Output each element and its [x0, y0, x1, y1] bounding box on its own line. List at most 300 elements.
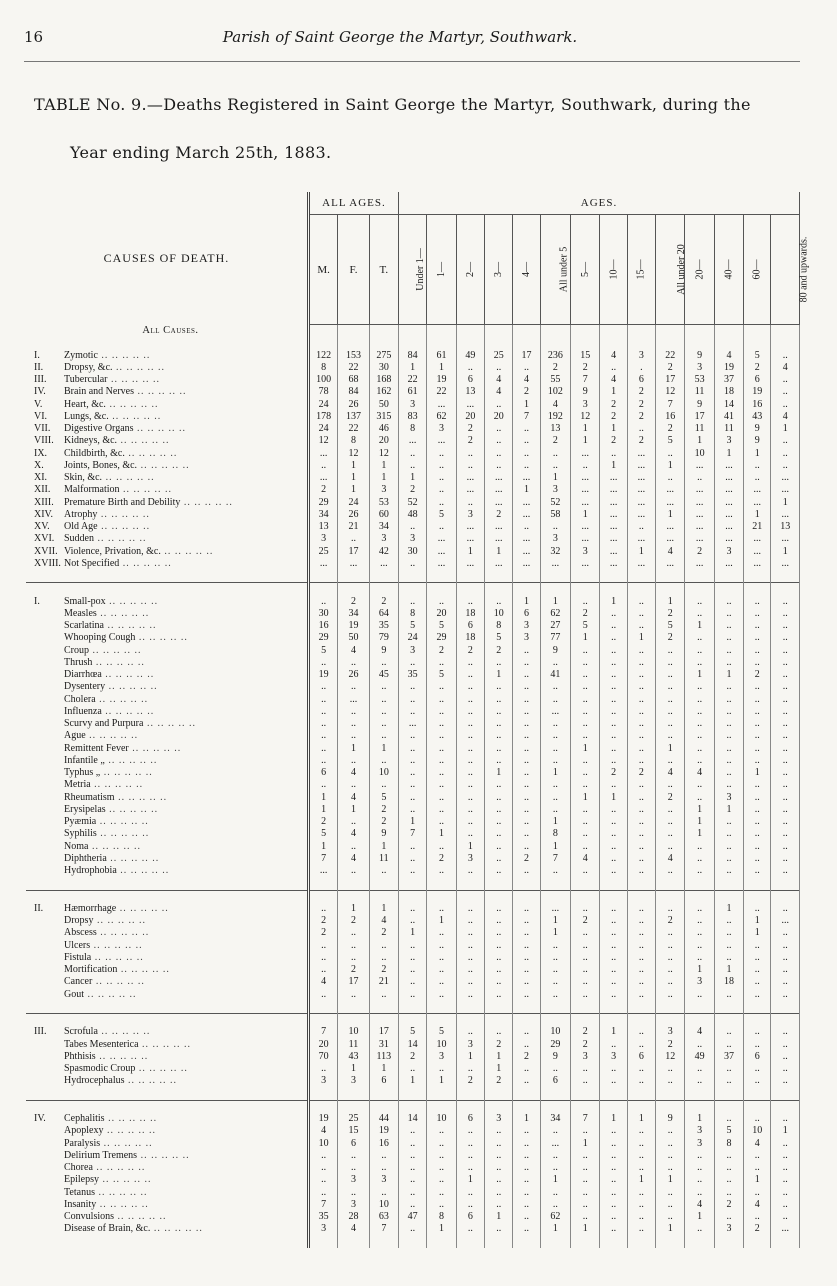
leader-dots: .. .. .. .. ..: [93, 915, 146, 927]
value-cell: ..: [399, 940, 427, 952]
value-cell: ..: [485, 730, 513, 742]
value-cell: ..: [513, 718, 540, 730]
value-cell: ..: [427, 1199, 456, 1211]
spacer-cell: [744, 325, 771, 338]
value-cell: ...: [427, 558, 456, 570]
value-cell: 18: [456, 632, 484, 644]
value-cell: ..: [540, 1162, 570, 1174]
spacer-cell: [456, 325, 484, 338]
value-cell: 61: [399, 386, 427, 398]
spacer-cell: [427, 570, 456, 583]
value-cell: ..: [399, 730, 427, 742]
cause-cell: [26, 374, 308, 386]
value-cell: 100: [308, 374, 337, 386]
table-row: [26, 964, 800, 976]
value-cell: ...: [308, 448, 337, 460]
spacer-cell: [399, 1100, 427, 1113]
spacer-cell: [513, 570, 540, 583]
cause-label: Influenza: [64, 705, 102, 717]
value-cell: ..: [714, 608, 743, 620]
value-cell: ...: [744, 484, 771, 496]
value-cell: ..: [427, 865, 456, 877]
value-cell: ..: [744, 952, 771, 964]
leader-dots: .. .. .. .. ..: [96, 816, 149, 828]
value-cell: 2: [600, 399, 627, 411]
spacer-cell: [600, 1014, 627, 1027]
value-cell: 2: [600, 411, 627, 423]
value-cell: ..: [308, 1174, 337, 1186]
ages-header: AGES.: [399, 192, 800, 215]
leader-dots: .. .. .. .. ..: [92, 976, 145, 988]
value-cell: 9: [369, 645, 398, 657]
value-cell: ..: [771, 767, 800, 779]
value-cell: 3: [714, 1223, 743, 1235]
value-cell: ..: [771, 1075, 800, 1087]
cause-number: VIII.: [34, 435, 54, 447]
value-cell: ...: [685, 509, 714, 521]
cause-label: Paralysis: [64, 1137, 101, 1149]
value-cell: ..: [571, 460, 600, 472]
cause-label: Apoplexy: [64, 1125, 104, 1137]
value-cell: ..: [714, 1063, 743, 1075]
value-cell: 79: [369, 632, 398, 644]
value-cell: ..: [771, 927, 800, 939]
value-cell: ..: [714, 657, 743, 669]
value-cell: 12: [656, 1051, 685, 1063]
leader-dots: .. .. .. .. ..: [150, 1223, 203, 1235]
value-cell: ..: [600, 1211, 627, 1223]
spacer-cell: [627, 890, 655, 903]
value-cell: 4: [685, 1199, 714, 1211]
value-cell: 1: [685, 804, 714, 816]
value-cell: 1: [771, 1125, 800, 1137]
spacer-cell: [456, 1001, 484, 1014]
cause-label: Infantile „: [64, 754, 105, 766]
value-cell: 3: [685, 976, 714, 988]
spacer-cell: [369, 877, 398, 890]
value-cell: 5: [308, 828, 337, 840]
value-cell: 2: [656, 423, 685, 435]
value-cell: ..: [685, 865, 714, 877]
value-cell: ..: [513, 645, 540, 657]
spacer-cell: [540, 877, 570, 890]
value-cell: ...: [744, 497, 771, 509]
value-cell: 3: [714, 792, 743, 804]
value-cell: ..: [540, 460, 570, 472]
value-cell: ..: [571, 1150, 600, 1162]
value-cell: ..: [308, 730, 337, 742]
value-cell: ...: [744, 546, 771, 558]
table-row: [26, 1051, 800, 1063]
col-header-age: 10—: [600, 215, 627, 325]
value-cell: ..: [571, 952, 600, 964]
value-cell: 4: [771, 362, 800, 374]
value-cell: 37: [714, 374, 743, 386]
value-cell: ..: [456, 952, 484, 964]
spacer-cell: [369, 890, 398, 903]
value-cell: ..: [714, 1113, 743, 1125]
cause-label: Insanity: [64, 1198, 97, 1210]
leader-dots: .. .. .. .. ..: [96, 927, 150, 939]
value-cell: 53: [369, 497, 398, 509]
cause-cell: [26, 743, 308, 755]
value-cell: 68: [338, 374, 369, 386]
table-body: [26, 325, 800, 1248]
value-cell: ..: [308, 1150, 337, 1162]
value-cell: ..: [771, 694, 800, 706]
value-cell: ..: [600, 681, 627, 693]
spacer-cell: [456, 337, 484, 349]
value-cell: 1: [600, 423, 627, 435]
value-cell: ..: [571, 865, 600, 877]
value-cell: 1: [427, 915, 456, 927]
cause-label: Pyæmia: [64, 816, 97, 828]
value-cell: ..: [456, 940, 484, 952]
value-cell: 10: [540, 1026, 570, 1038]
value-cell: 1: [771, 497, 800, 509]
value-cell: ...: [600, 521, 627, 533]
spacer-cell: [338, 877, 369, 890]
leader-dots: .. .. .. .. ..: [100, 1137, 153, 1149]
value-cell: ..: [369, 730, 398, 742]
value-cell: 1: [627, 546, 655, 558]
value-cell: 5: [714, 1125, 743, 1137]
value-cell: 6: [338, 1138, 369, 1150]
value-cell: ..: [685, 853, 714, 865]
table-row: [26, 596, 800, 608]
table-row: [26, 940, 800, 952]
leader-dots: .. .. .. .. ..: [102, 472, 155, 484]
value-cell: ..: [771, 903, 800, 915]
value-cell: 1: [744, 1174, 771, 1186]
value-cell: ..: [427, 706, 456, 718]
value-cell: 1: [540, 596, 570, 608]
value-cell: 4: [600, 374, 627, 386]
value-cell: 24: [308, 399, 337, 411]
value-cell: 1: [600, 596, 627, 608]
value-cell: ..: [456, 596, 484, 608]
value-cell: 2: [427, 645, 456, 657]
spacer-cell: [714, 337, 743, 349]
spacer-cell: [308, 337, 337, 349]
value-cell: 10: [369, 1199, 398, 1211]
value-cell: ..: [485, 940, 513, 952]
value-cell: ..: [627, 681, 655, 693]
value-cell: ..: [771, 608, 800, 620]
value-cell: ..: [513, 952, 540, 964]
spacer-cell: [771, 1001, 800, 1014]
value-cell: 34: [338, 608, 369, 620]
value-cell: ...: [369, 558, 398, 570]
value-cell: 2: [369, 816, 398, 828]
spacer-cell: [627, 325, 655, 338]
cause-label: Disease of Brain, &c.: [64, 1223, 151, 1235]
value-cell: ..: [600, 952, 627, 964]
value-cell: ..: [600, 718, 627, 730]
cause-number: IV.: [34, 1113, 46, 1125]
spacer-cell: [600, 570, 627, 583]
cause-label: Cholera: [64, 693, 96, 705]
value-cell: 3: [513, 620, 540, 632]
spacer-cell: [714, 877, 743, 890]
value-cell: 46: [369, 423, 398, 435]
value-cell: ..: [427, 792, 456, 804]
value-cell: ..: [485, 828, 513, 840]
spacer-cell: [540, 890, 570, 903]
value-cell: 1: [369, 1063, 398, 1075]
value-cell: ..: [456, 730, 484, 742]
value-cell: ..: [513, 767, 540, 779]
value-cell: ..: [771, 755, 800, 767]
value-cell: ..: [571, 989, 600, 1001]
value-cell: 47: [399, 1211, 427, 1223]
value-cell: ..: [427, 596, 456, 608]
value-cell: 3: [571, 546, 600, 558]
value-cell: ..: [399, 521, 427, 533]
spacer-cell: [771, 1014, 800, 1027]
cause-label: Tabes Mesenterica: [64, 1038, 139, 1050]
value-cell: 29: [427, 632, 456, 644]
value-cell: ..: [338, 927, 369, 939]
value-cell: 16: [308, 620, 337, 632]
cause-label: Chorea: [64, 1162, 93, 1174]
value-cell: ..: [513, 1063, 540, 1075]
spacer-cell: [714, 1001, 743, 1014]
value-cell: 4: [714, 350, 743, 362]
value-cell: ..: [540, 976, 570, 988]
value-cell: 16: [369, 1138, 398, 1150]
value-cell: 1: [456, 546, 484, 558]
spacer-cell: [571, 325, 600, 338]
value-cell: 37: [714, 1051, 743, 1063]
value-cell: ..: [369, 865, 398, 877]
value-cell: ..: [399, 1199, 427, 1211]
spacer-row: [26, 1236, 800, 1248]
value-cell: 3: [571, 1051, 600, 1063]
value-cell: ..: [399, 755, 427, 767]
cause-cell: [26, 632, 308, 644]
value-cell: ..: [771, 460, 800, 472]
section-heading: All Causes.: [26, 325, 308, 338]
cause-number: VII.: [34, 423, 51, 435]
value-cell: 29: [308, 497, 337, 509]
cause-cell: [26, 484, 308, 496]
cause-label: Skin, &c.: [64, 472, 103, 484]
value-cell: ..: [600, 1063, 627, 1075]
table-row: [26, 706, 800, 718]
value-cell: ..: [540, 743, 570, 755]
value-cell: 1: [627, 1113, 655, 1125]
value-cell: ...: [714, 460, 743, 472]
value-cell: 12: [338, 448, 369, 460]
spacer-row: [26, 583, 800, 596]
value-cell: 58: [540, 509, 570, 521]
spacer-cell: [338, 890, 369, 903]
value-cell: ..: [627, 915, 655, 927]
cause-cell: [26, 952, 308, 964]
value-cell: 84: [399, 350, 427, 362]
cause-cell: [26, 730, 308, 742]
value-cell: 2: [308, 816, 337, 828]
cause-cell: [26, 694, 308, 706]
value-cell: ..: [427, 767, 456, 779]
cause-label: Childbirth, &c.: [64, 447, 125, 459]
value-cell: 7: [571, 1113, 600, 1125]
spacer-cell: [714, 325, 743, 338]
cause-cell: [26, 1051, 308, 1063]
leader-dots: .. .. .. .. ..: [108, 410, 162, 422]
spacer-cell: [338, 1001, 369, 1014]
value-cell: ..: [571, 1174, 600, 1186]
spacer-cell: [744, 337, 771, 349]
value-cell: ..: [685, 841, 714, 853]
leader-dots: .. .. .. .. ..: [128, 742, 182, 754]
value-cell: ...: [714, 558, 743, 570]
value-cell: ..: [456, 1063, 484, 1075]
page-number: 16: [24, 28, 44, 46]
value-cell: ..: [600, 989, 627, 1001]
cause-cell: [26, 1162, 308, 1174]
value-cell: ...: [485, 497, 513, 509]
value-cell: 5: [369, 792, 398, 804]
spacer-cell: [369, 325, 398, 338]
value-cell: ...: [600, 546, 627, 558]
value-cell: 10: [744, 1125, 771, 1137]
value-cell: 1: [685, 1113, 714, 1125]
value-cell: 3: [540, 533, 570, 545]
value-cell: ..: [656, 1063, 685, 1075]
spacer-cell: [656, 890, 685, 903]
all-ages-header: ALL AGES.: [308, 192, 398, 215]
value-cell: ...: [456, 472, 484, 484]
value-cell: ..: [338, 1150, 369, 1162]
value-cell: 1: [571, 1223, 600, 1235]
value-cell: ...: [427, 399, 456, 411]
spacer-cell: [427, 1088, 456, 1101]
value-cell: ..: [485, 435, 513, 447]
value-cell: ...: [656, 533, 685, 545]
cause-number: XVI.: [34, 533, 55, 545]
value-cell: ..: [600, 804, 627, 816]
value-cell: 24: [338, 497, 369, 509]
value-cell: ..: [744, 989, 771, 1001]
value-cell: ..: [600, 853, 627, 865]
value-cell: ..: [485, 706, 513, 718]
value-cell: ..: [399, 448, 427, 460]
leader-dots: .. .. .. .. ..: [89, 644, 142, 656]
cause-number: XVIII.: [34, 557, 61, 569]
value-cell: 45: [369, 669, 398, 681]
value-cell: ..: [399, 706, 427, 718]
spacer-cell: [399, 1014, 427, 1027]
spacer-cell: [427, 1236, 456, 1248]
value-cell: ..: [308, 718, 337, 730]
value-cell: 1: [600, 792, 627, 804]
spacer-cell: [308, 1088, 337, 1101]
value-cell: 2: [571, 362, 600, 374]
value-cell: ...: [540, 558, 570, 570]
spacer-cell: [427, 325, 456, 338]
value-cell: 2: [399, 1051, 427, 1063]
value-cell: ..: [338, 989, 369, 1001]
cause-label: Abscess: [64, 927, 97, 939]
value-cell: 1: [369, 743, 398, 755]
value-cell: ..: [485, 927, 513, 939]
value-cell: ..: [540, 755, 570, 767]
table-row: [26, 546, 800, 558]
value-cell: 1: [656, 1174, 685, 1186]
spacer-cell: [338, 1014, 369, 1027]
value-cell: ...: [771, 509, 800, 521]
value-cell: ..: [771, 976, 800, 988]
value-cell: 2: [571, 1039, 600, 1051]
value-cell: ..: [308, 903, 337, 915]
value-cell: ..: [744, 940, 771, 952]
value-cell: ..: [571, 927, 600, 939]
value-cell: 4: [771, 411, 800, 423]
table-row: [26, 558, 800, 570]
value-cell: ...: [571, 497, 600, 509]
spacer-cell: [771, 570, 800, 583]
value-cell: ..: [399, 903, 427, 915]
value-cell: 5: [399, 620, 427, 632]
value-cell: 29: [308, 632, 337, 644]
leader-dots: .. .. .. .. ..: [96, 828, 150, 840]
value-cell: 1: [338, 484, 369, 496]
value-cell: ..: [399, 1063, 427, 1075]
value-cell: ..: [744, 620, 771, 632]
value-cell: ..: [540, 730, 570, 742]
cause-label: Malformation: [64, 484, 120, 496]
cause-label: Mortification: [64, 964, 118, 976]
value-cell: 2: [513, 853, 540, 865]
spacer-cell: [656, 583, 685, 596]
value-cell: 5: [427, 1026, 456, 1038]
value-cell: ..: [571, 1162, 600, 1174]
value-cell: 13: [771, 521, 800, 533]
value-cell: ..: [771, 940, 800, 952]
value-cell: ...: [656, 558, 685, 570]
value-cell: ..: [456, 1199, 484, 1211]
spacer-cell: [369, 1236, 398, 1248]
value-cell: 63: [369, 1211, 398, 1223]
value-cell: 2: [571, 915, 600, 927]
leader-dots: .. .. .. .. ..: [97, 1026, 151, 1038]
cause-cell: [26, 853, 308, 865]
value-cell: 29: [540, 1039, 570, 1051]
spacer-cell: [771, 1088, 800, 1101]
value-cell: 2: [485, 645, 513, 657]
value-cell: 17: [685, 411, 714, 423]
cause-cell: [26, 903, 308, 915]
leader-dots: .. .. .. .. ..: [90, 779, 144, 791]
spacer-cell: [399, 1236, 427, 1248]
cause-label: Spasmodic Croup: [64, 1063, 136, 1075]
value-cell: ..: [600, 927, 627, 939]
value-cell: 60: [369, 509, 398, 521]
leader-dots: .. .. .. .. ..: [124, 1075, 178, 1087]
value-cell: ..: [427, 657, 456, 669]
cause-cell: [26, 1125, 308, 1137]
value-cell: ..: [685, 915, 714, 927]
value-cell: 7: [308, 853, 337, 865]
value-cell: ..: [456, 792, 484, 804]
value-cell: 2: [485, 1039, 513, 1051]
value-cell: ..: [571, 1187, 600, 1199]
value-cell: ..: [600, 828, 627, 840]
value-cell: ..: [714, 1150, 743, 1162]
spacer-cell: [685, 1001, 714, 1014]
